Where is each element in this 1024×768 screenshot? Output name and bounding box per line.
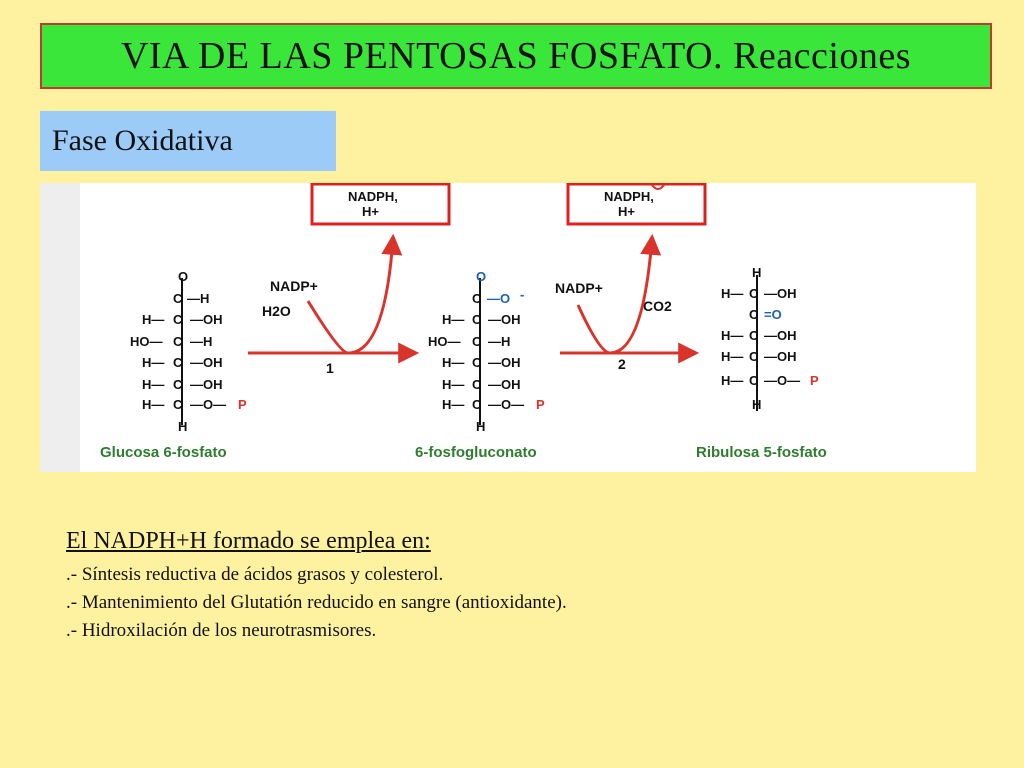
cofactor-2-line1: NADPH, — [604, 189, 654, 204]
svg-text:O: O — [476, 269, 487, 284]
notes-section — [66, 528, 966, 645]
note-item-1: .- Síntesis reductiva de ácidos grasos y colesterol. — [66, 564, 444, 585]
svg-text:—OH: —OH — [488, 355, 521, 370]
molecule-glucose-6-phosphate — [130, 269, 247, 434]
svg-text:C: C — [749, 349, 759, 364]
svg-text:—OH: —OH — [764, 328, 797, 343]
phase-label: Fase Oxidativa — [40, 111, 336, 171]
molecule-1-label: Glucosa 6-fosfato — [100, 444, 227, 461]
svg-text:H—: H— — [442, 355, 465, 370]
svg-text:H—: H— — [142, 377, 165, 392]
svg-text:—O—: —O— — [764, 373, 801, 388]
svg-text:C: C — [749, 307, 759, 322]
step-2: 2 — [618, 356, 626, 372]
svg-text:H—: H— — [142, 355, 165, 370]
svg-text:—O: —O — [487, 291, 511, 306]
svg-text:—OH: —OH — [764, 286, 797, 301]
svg-text:C: C — [173, 355, 183, 370]
svg-text:H: H — [752, 265, 762, 280]
notes-heading: El NADPH+H formado se emplea en: — [66, 528, 431, 554]
svg-text:C: C — [749, 286, 759, 301]
svg-text:—OH: —OH — [190, 355, 223, 370]
svg-text:-: - — [520, 287, 525, 302]
svg-text:H—: H— — [142, 397, 165, 412]
svg-text:H—: H— — [442, 397, 465, 412]
cofactor-1-line1: NADPH, — [348, 189, 398, 204]
svg-text:H—: H— — [721, 349, 744, 364]
svg-text:H—: H— — [442, 312, 465, 327]
svg-text:C: C — [472, 377, 482, 392]
input-1b: H2O — [262, 303, 291, 319]
input-1a: NADP+ — [270, 278, 318, 294]
svg-text:C: C — [472, 355, 482, 370]
svg-text:H—: H— — [721, 286, 744, 301]
svg-text:C: C — [749, 373, 759, 388]
svg-text:—OH: —OH — [764, 349, 797, 364]
molecule-6-phosphogluconate — [428, 269, 545, 434]
svg-text:—OH: —OH — [190, 377, 223, 392]
svg-text:C: C — [749, 328, 759, 343]
svg-text:H: H — [178, 419, 188, 434]
note-item-3: .- Hidroxilación de los neurotrasmisores. — [66, 620, 377, 641]
molecule-ribulose-5-phosphate — [721, 265, 819, 412]
svg-text:C: C — [472, 312, 482, 327]
svg-text:P: P — [536, 397, 545, 412]
molecule-2-label: 6-fosfogluconato — [415, 444, 537, 461]
svg-text:H—: H— — [721, 328, 744, 343]
svg-text:H—: H— — [721, 373, 744, 388]
svg-text:C: C — [173, 291, 183, 306]
molecule-3-label: Ribulosa 5-fosfato — [696, 444, 827, 461]
input-2a: NADP+ — [555, 280, 603, 296]
svg-text:H—: H— — [142, 312, 165, 327]
svg-text:C: C — [173, 397, 183, 412]
cofactor-2-line2: H+ — [618, 204, 635, 219]
svg-text:=O: =O — [764, 307, 782, 322]
svg-text:H: H — [752, 397, 762, 412]
svg-text:H—: H— — [442, 377, 465, 392]
reaction-2 — [555, 184, 705, 372]
svg-text:HO—: HO— — [130, 334, 163, 349]
svg-text:P: P — [238, 397, 247, 412]
reaction-diagram — [40, 183, 976, 472]
svg-text:—O—: —O— — [190, 397, 227, 412]
slide-title: VIA DE LAS PENTOSAS FOSFATO. Reacciones — [40, 23, 992, 89]
input-2b: CO2 — [643, 298, 672, 314]
cofactor-1-line2: H+ — [362, 204, 379, 219]
step-1: 1 — [326, 360, 334, 376]
svg-text:—OH: —OH — [488, 377, 521, 392]
svg-text:—OH: —OH — [488, 312, 521, 327]
svg-text:HO—: HO— — [428, 334, 461, 349]
svg-text:—H: —H — [488, 334, 511, 349]
svg-text:—O—: —O— — [488, 397, 525, 412]
reaction-1 — [248, 184, 449, 376]
svg-text:O: O — [178, 269, 189, 284]
svg-text:C: C — [173, 334, 183, 349]
svg-text:C: C — [173, 312, 183, 327]
svg-text:H: H — [476, 419, 486, 434]
svg-text:—H: —H — [190, 334, 213, 349]
svg-text:—H: —H — [187, 291, 210, 306]
svg-text:—OH: —OH — [190, 312, 223, 327]
svg-text:C: C — [472, 397, 482, 412]
svg-text:P: P — [810, 373, 819, 388]
note-item-2: .- Mantenimiento del Glutatión reducido en sangre (antioxidante). — [66, 592, 567, 613]
svg-text:C: C — [472, 334, 482, 349]
svg-text:C: C — [173, 377, 183, 392]
svg-text:C: C — [472, 291, 482, 306]
